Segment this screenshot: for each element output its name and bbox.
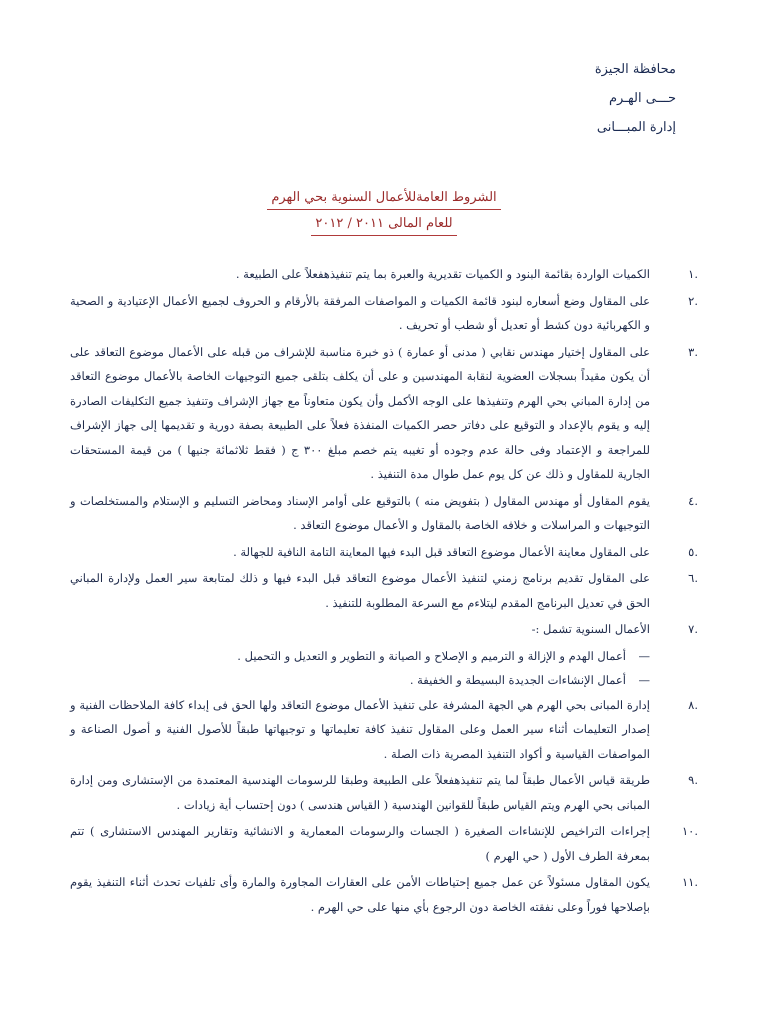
document-title: الشروط العامةللأعمال السنوية بحي الهرم xyxy=(267,188,500,210)
item-text: على المقاول وضع أسعاره لبنود قائمة الكميات و المواصفات المرفقة بالأرقام و الحروف لجميع الأعمال الإعتيادية و الصحية و الكهربائية دون كشط أو تعديل أو شطب أو تحريف . xyxy=(70,293,650,332)
list-item xyxy=(70,262,698,287)
district-name: حـــى الهـرم xyxy=(608,91,676,106)
item-text: على المقاول تقديم برنامج زمني لتنفيذ الأعمال موضوع التعاقد قبل البدء فيها و ذلك لمتابعة سير العمل ولإدارة المباني الحق في تعديل البرنامج المقدم ليتلاءم مع السرعة المطلوبة للتنفيذ . xyxy=(70,571,650,610)
item-text: يكون المقاول مسئولاً عن عمل جميع إحتياطات الأمن على العقارات المجاورة والمارة وأى تلفيات تحدث أثناء التنفيذ يقوم بإصلاحها فوراً وعلى نفقته الخاصة دون الرجوع بأي منها على حي الهرم . xyxy=(70,875,650,914)
item-text: الأعمال السنوية تشمل :- xyxy=(531,622,650,636)
list-item xyxy=(70,819,698,868)
governorate-name: محافظة الجيزة xyxy=(594,62,676,77)
list-item xyxy=(70,540,698,565)
list-item xyxy=(70,566,698,615)
item-number: .٧ xyxy=(688,622,698,636)
list-item xyxy=(70,340,698,487)
item-text: إدارة المبانى بحي الهرم هي الجهة المشرفة على تنفيذ الأعمال موضوع التعاقد ولها الحق فى إبداء كافة الملاحظات الفنية و إصدار التعليمات أثناء سير العمل وعلى المقاول تنفيذ كافة تعليماتها و توجيهاتها طبقاً للأصول الفنية و أصول الصناعة و المواصفات القياسية و أكواد التنفيذ المصرية ذات الصلة . xyxy=(70,697,650,761)
list-item xyxy=(70,489,698,538)
item-number: .٨ xyxy=(688,697,698,712)
sub-list-item xyxy=(70,668,698,693)
item-number: .١٠ xyxy=(681,824,698,838)
department-name: إدارة المبـــانى xyxy=(596,120,676,135)
item-number: .١ xyxy=(688,267,698,281)
dash-bullet: — xyxy=(638,673,650,687)
item-text: إجراءات التراخيص للإنشاءات الصغيرة ( الجسات والرسومات المعمارية و الانشائية وتقارير المهندس الاستشارى ) تتم بمعرفة الطرف الأول ( حي الهرم ) xyxy=(70,824,650,863)
sub-item-text: أعمال الإنشاءات الجديدة البسيطة و الخفيفة . xyxy=(409,673,626,687)
document-titles xyxy=(0,186,768,236)
letterhead xyxy=(595,55,676,142)
item-text: على المقاول معاينة الأعمال موضوع التعاقد قبل البدء فيها المعاينة التامة النافية للجهالة . xyxy=(233,544,650,559)
item-number: .٥ xyxy=(688,544,698,559)
item-text: طريقة قياس الأعمال طبقاً لما يتم تنفيذهفعلاً على الطبيعة وطبقا للرسومات الهندسية المعتمدة من الإستشارى ومن إدارة المبانى بحي الهرم ويتم القياس طبقاً للقوانين الهندسية ( القياس هندسى ) دون إحتساب أية زيادات . xyxy=(70,773,650,812)
list-item xyxy=(70,289,698,338)
item-text: يقوم المقاول أو مهندس المقاول ( بتفويض منه ) بالتوقيع على أوامر الإسناد ومحاضر التسليم و الإستلام والمستخلصات و التوجيهات و المراسلات و خلافه الخاصة بالمقاول و الأعمال موضوع التعاقد . xyxy=(70,493,650,532)
item-number: .٩ xyxy=(688,773,698,787)
item-number: .٢ xyxy=(688,293,698,308)
list-item xyxy=(70,693,698,767)
item-number: .٦ xyxy=(688,571,698,585)
list-item xyxy=(70,617,698,642)
item-number: .١١ xyxy=(681,875,698,889)
conditions-list xyxy=(70,262,698,921)
sub-item-text: أعمال الهدم و الإزالة و الترميم و الإصلاح و الصيانة و التطوير و التعديل و التحميل . xyxy=(237,648,626,663)
item-text: الكميات الواردة بقائمة البنود و الكميات تقديرية والعبرة بما يتم تنفيذهفعلاً على الطبيعة . xyxy=(235,267,650,281)
list-item xyxy=(70,768,698,817)
item-text: على المقاول إختيار مهندس نقابي ( مدنى أو عمارة ) ذو خبرة مناسبة للإشراف من قبله على الأعمال موضوع التعاقد على أن يكون مقيداً بسجلات العضوية لنقابة المهندسين و على أن يكلف بتلقى جميع التوجيهات الخاصة بالأعمال موضوع التعاقد من إدارة المباني بحي الهرم وتنفيذها على الوجه الأكمل وأن يكون متعاوناً مع جهاز الإشراف وتنفيذ جميع التكليفات الصادرة إليه و يقوم بالإعداد و التوقيع على دفاتر حصر الكميات المنفذة فعلاً على الطبيعة بصفة دورية و تقديمها إلى جهاز الإشراف للمراجعة و الإعتماد وفى حالة عدم وجوده أو تغيبه يتم خصم مبلغ ٣٠٠ ج ( فقط ثلاثمائة جنيها ) من قيمة المستحقات الجارية للمقاول و ذلك عن كل يوم عمل طوال مدة التنفيذ . xyxy=(70,344,650,481)
sub-list-item xyxy=(70,644,698,669)
dash-bullet: — xyxy=(638,648,650,663)
list-item xyxy=(70,870,698,919)
item-number: .٣ xyxy=(688,344,698,359)
fiscal-year-subtitle: للعام المالى ٢٠١١ / ٢٠١٢ xyxy=(311,214,456,236)
item-number: .٤ xyxy=(688,493,698,508)
